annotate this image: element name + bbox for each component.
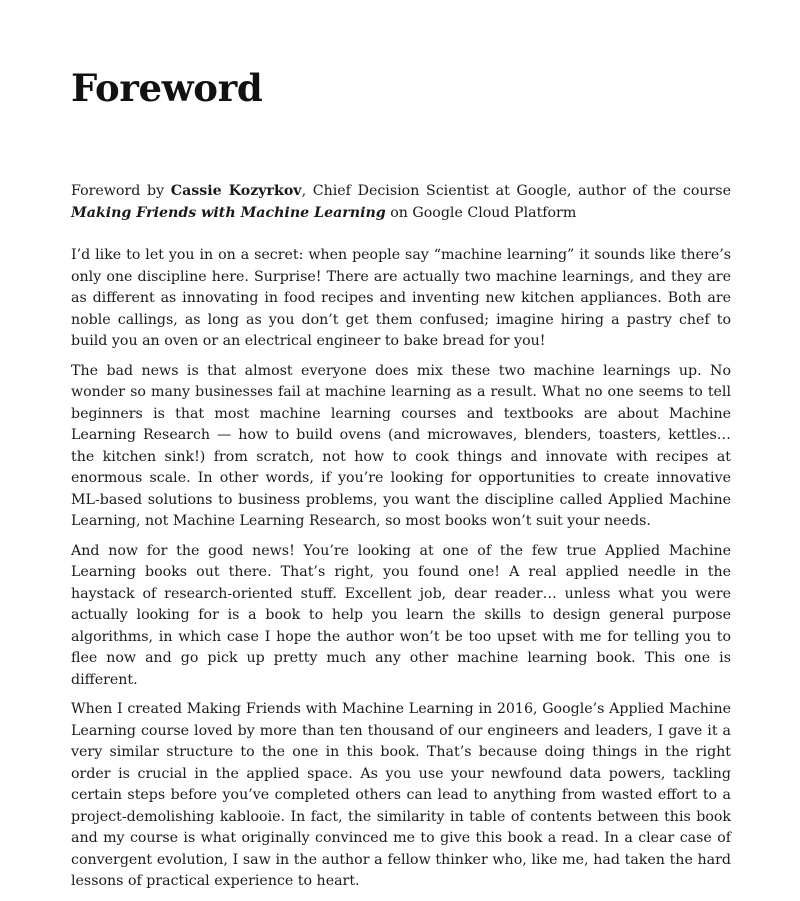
attribution-prefix: Foreword by	[71, 183, 171, 199]
attribution-author: Cassie Kozyrkov	[170, 183, 302, 199]
chapter-title: Foreword	[71, 66, 263, 110]
foreword-attribution	[71, 181, 731, 224]
paragraph-1: I’d like to let you in on a secret: when people say “machine learning” it sounds like there’s only one discipline here. Surprise! There are actually two machine learnings, and they are as different as innovating in food recipes and inventing new kitchen appliances. Both are noble callings, as long as you don’t get them confused; imagine hiring a pastry chef to build you an oven or an electrical engineer to bake bread for you!	[71, 247, 731, 349]
paragraph-4: When I created Making Friends with Machine Learning in 2016, Google’s Applied Machine Learning course loved by more than ten thousand of our engineers and leaders, I gave it a very similar structure to the one in this book. That’s because doing things in the right order is crucial in the applied space. As you use your newfound data powers, tackling certain steps before you’ve completed others can lead to anything from wasted effort to a project-demolishing kablooie. In fact, the similarity in table of contents between this book and my course is what originally convinced me to give this book a read. In a clear case of convergent evolution, I saw in the author a fellow thinker who, like me, had taken the hard lessons of practical experience to heart.	[71, 701, 731, 889]
attribution-course-title: Making Friends with Machine Learning	[71, 204, 386, 221]
foreword-body	[71, 245, 731, 901]
attribution-suffix: on Google Cloud Platform	[385, 204, 577, 221]
attribution-role: , Chief Decision Scientist at Google, author of the course	[301, 183, 731, 199]
paragraph-3: And now for the good news! You’re looking at one of the few true Applied Machine Learning books out there. That’s right, you found one! A real applied needle in the haystack of research-oriented stuff. Excellent job, dear reader… unless what you were actually looking for is a book to help you learn the skills to design general purpose algorithms, in which case I hope the author won’t be too upset with me for telling you to flee now and go pick up pretty much any other machine learning book. This one is different.	[71, 542, 731, 688]
paragraph-2: The bad news is that almost everyone does mix these two machine learnings up. No wonder so many businesses fail at machine learning as a result. What no one seems to tell beginners is that most machine learning courses and textbooks are about Machine Learning Research — how to build ovens (and microwaves, blenders, toasters, kettles… the kitchen sink!) from scratch, not how to cook things and innovate with recipes at enormous scale. In other words, if you’re looking for opportunities to create innovative ML-based solutions to business problems, you want the discipline called Applied Machine Learning, not Machine Learning Research, so most books won’t suit your needs.	[71, 362, 731, 529]
book-page	[71, 0, 731, 889]
